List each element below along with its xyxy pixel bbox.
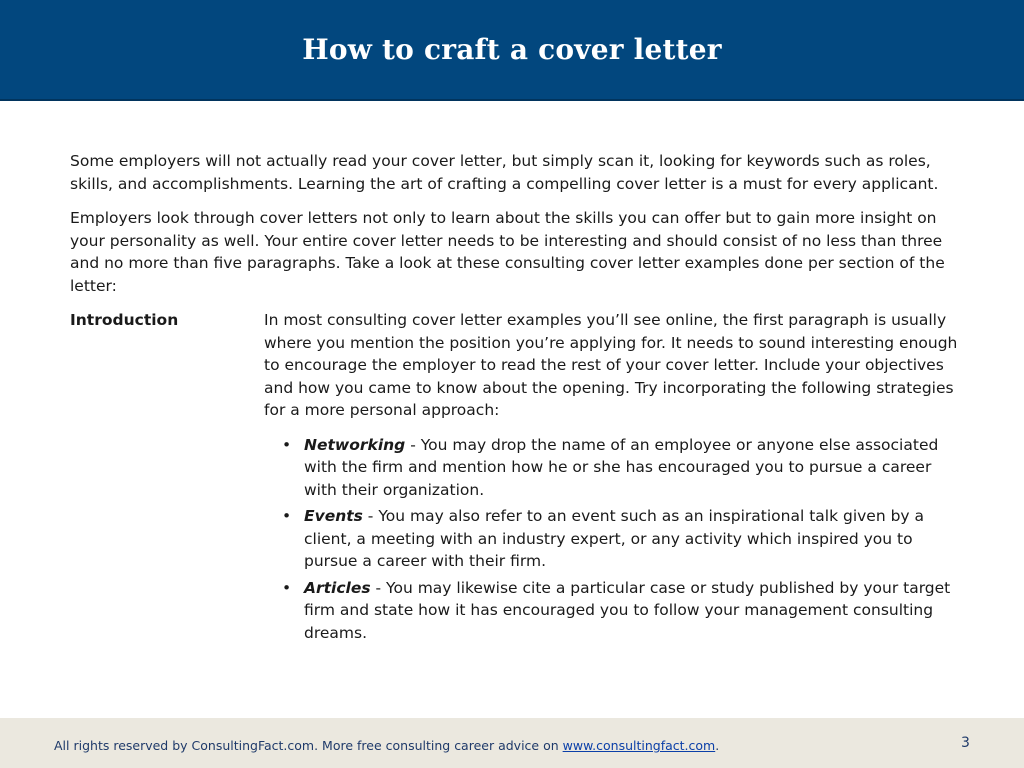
bullet-icon: • bbox=[282, 507, 292, 525]
list-item bbox=[264, 505, 964, 573]
bullet-icon: • bbox=[282, 435, 292, 454]
footer-suffix: . bbox=[715, 738, 720, 753]
bullet-icon: • bbox=[282, 578, 292, 597]
list-item bbox=[264, 434, 964, 502]
bullet-term: Networking bbox=[304, 435, 406, 454]
bullet-text: - You may likewise cite a particular case or study published by your target firm and state how it has encouraged you to follow your management consulting dreams. bbox=[304, 578, 951, 642]
title-bar bbox=[0, 0, 1024, 101]
list-item bbox=[264, 577, 964, 645]
page-number: 3 bbox=[961, 735, 970, 751]
slide-title: How to craft a cover letter bbox=[302, 33, 722, 66]
website-link[interactable]: www.consultingfact.com bbox=[562, 738, 716, 753]
introduction-section bbox=[70, 309, 970, 644]
section-content bbox=[264, 309, 964, 644]
bullet-text: - You may also refer to an event such as an inspirational talk given by a client, a meeting with an industry expert, or any activity which inspired you to pursue a career with their firm. bbox=[304, 507, 925, 570]
section-label: Introduction bbox=[70, 311, 179, 329]
slide-body bbox=[70, 150, 970, 648]
paragraph-2: Employers look through cover letters not only to learn about the skills you can offer but to gain more insight on your personality as well. Your entire cover letter needs to be interesting and should consist of no less than three and no more than five paragraphs. Take a look at these consulting cover letter examples done per section of the letter: bbox=[70, 209, 945, 295]
footer-bar bbox=[0, 718, 1024, 768]
footer-copyright bbox=[54, 738, 719, 753]
bullet-term: Events bbox=[304, 507, 363, 525]
bullet-text: - You may drop the name of an employee or anyone else associated with the firm and mention how he or she has encouraged you to pursue a career with their organization. bbox=[304, 435, 939, 499]
section-text: In most consulting cover letter examples you’ll see online, the first paragraph is usually where you mention the position you’re applying for. It needs to sound interesting enough to encourage the employer to read the rest of your cover letter. Include your objectives and how you came to know about the opening. Try incorporating the following strategies for a more personal approach: bbox=[264, 311, 958, 419]
bullet-term: Articles bbox=[304, 578, 371, 597]
paragraph-1: Some employers will not actually read your cover letter, but simply scan it, looking for keywords such as roles, skills, and accomplishments. Learning the art of crafting a compelling cover letter is a must for every applicant. bbox=[70, 152, 939, 193]
strategy-list bbox=[264, 434, 964, 645]
footer-text: All rights reserved by ConsultingFact.com. More free consulting career advice on bbox=[54, 738, 563, 753]
